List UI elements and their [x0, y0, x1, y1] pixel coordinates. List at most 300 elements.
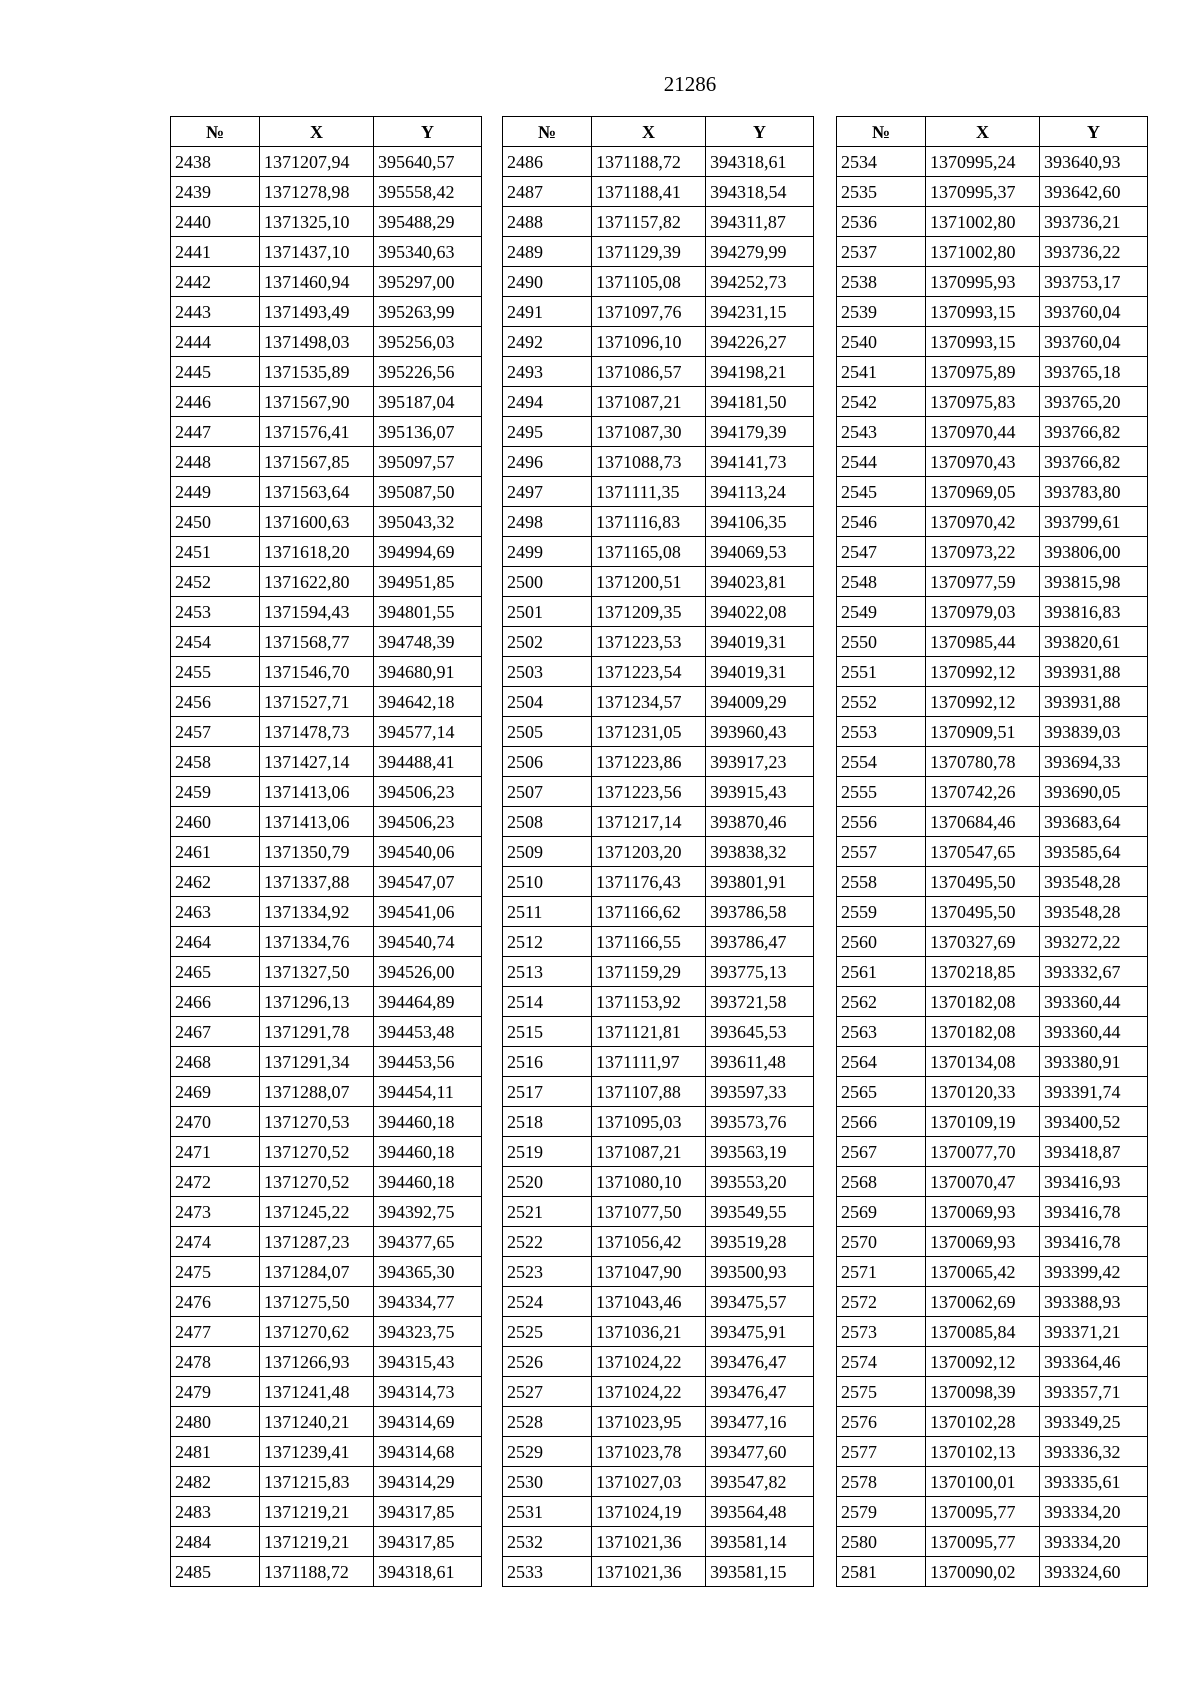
table-row — [837, 147, 1148, 177]
point-number-cell: 2544 — [837, 447, 926, 477]
y-coordinate-cell: 393645,53 — [706, 1017, 814, 1047]
x-coordinate-cell: 1370090,02 — [926, 1557, 1040, 1587]
table-row — [503, 657, 814, 687]
y-coordinate-cell: 394540,06 — [374, 837, 482, 867]
x-coordinate-cell: 1371334,76 — [260, 927, 374, 957]
point-number-cell: 2522 — [503, 1227, 592, 1257]
table-row — [171, 417, 482, 447]
table-row — [837, 477, 1148, 507]
table-row — [171, 1287, 482, 1317]
table-row — [503, 447, 814, 477]
table-row — [503, 867, 814, 897]
x-coordinate-cell: 1370970,43 — [926, 447, 1040, 477]
y-coordinate-cell: 395488,29 — [374, 207, 482, 237]
point-number-cell: 2491 — [503, 297, 592, 327]
point-number-cell: 2477 — [171, 1317, 260, 1347]
point-number-cell: 2574 — [837, 1347, 926, 1377]
table-row — [171, 1167, 482, 1197]
table-row — [171, 1137, 482, 1167]
table-row — [837, 597, 1148, 627]
table-row — [837, 1467, 1148, 1497]
point-number-cell: 2441 — [171, 237, 260, 267]
point-number-cell: 2560 — [837, 927, 926, 957]
table-row — [171, 927, 482, 957]
x-coordinate-cell: 1371021,36 — [592, 1557, 706, 1587]
x-coordinate-cell: 1371270,52 — [260, 1167, 374, 1197]
table-row — [171, 687, 482, 717]
y-coordinate-cell: 393816,83 — [1040, 597, 1148, 627]
point-number-cell: 2498 — [503, 507, 592, 537]
y-coordinate-cell: 393765,18 — [1040, 357, 1148, 387]
y-coordinate-cell: 393416,78 — [1040, 1197, 1148, 1227]
y-coordinate-cell: 394009,29 — [706, 687, 814, 717]
table-row — [171, 567, 482, 597]
table-row — [503, 1287, 814, 1317]
x-coordinate-cell: 1371087,30 — [592, 417, 706, 447]
x-coordinate-cell: 1371239,41 — [260, 1437, 374, 1467]
y-coordinate-cell: 393931,88 — [1040, 687, 1148, 717]
point-number-cell: 2488 — [503, 207, 592, 237]
x-coordinate-cell: 1371240,21 — [260, 1407, 374, 1437]
table-row — [171, 597, 482, 627]
table-row — [503, 987, 814, 1017]
point-number-cell: 2523 — [503, 1257, 592, 1287]
y-coordinate-cell: 394748,39 — [374, 627, 482, 657]
x-coordinate-cell: 1371275,50 — [260, 1287, 374, 1317]
point-number-cell: 2518 — [503, 1107, 592, 1137]
y-coordinate-cell: 394019,31 — [706, 627, 814, 657]
x-coordinate-cell: 1371219,21 — [260, 1527, 374, 1557]
point-number-cell: 2543 — [837, 417, 926, 447]
point-number-cell: 2513 — [503, 957, 592, 987]
x-coordinate-cell: 1370069,93 — [926, 1197, 1040, 1227]
y-coordinate-cell: 393334,20 — [1040, 1527, 1148, 1557]
point-number-cell: 2444 — [171, 327, 260, 357]
point-number-cell: 2568 — [837, 1167, 926, 1197]
y-coordinate-cell: 394506,23 — [374, 807, 482, 837]
y-coordinate-cell: 395558,42 — [374, 177, 482, 207]
point-number-cell: 2507 — [503, 777, 592, 807]
point-number-cell: 2469 — [171, 1077, 260, 1107]
y-coordinate-cell: 394453,48 — [374, 1017, 482, 1047]
x-coordinate-cell: 1371600,63 — [260, 507, 374, 537]
point-number-cell: 2542 — [837, 387, 926, 417]
y-coordinate-cell: 394540,74 — [374, 927, 482, 957]
table-row — [503, 717, 814, 747]
y-coordinate-cell: 393581,14 — [706, 1527, 814, 1557]
header-x: X — [926, 117, 1040, 147]
point-number-cell: 2540 — [837, 327, 926, 357]
table-row — [837, 657, 1148, 687]
y-coordinate-cell: 393564,48 — [706, 1497, 814, 1527]
y-coordinate-cell: 393585,64 — [1040, 837, 1148, 867]
x-coordinate-cell: 1371203,20 — [592, 837, 706, 867]
y-coordinate-cell: 394541,06 — [374, 897, 482, 927]
x-coordinate-cell: 1370120,33 — [926, 1077, 1040, 1107]
x-coordinate-cell: 1371291,78 — [260, 1017, 374, 1047]
x-coordinate-cell: 1371002,80 — [926, 237, 1040, 267]
y-coordinate-cell: 393806,00 — [1040, 537, 1148, 567]
point-number-cell: 2499 — [503, 537, 592, 567]
point-number-cell: 2514 — [503, 987, 592, 1017]
y-coordinate-cell: 394951,85 — [374, 567, 482, 597]
point-number-cell: 2482 — [171, 1467, 260, 1497]
table-row — [837, 567, 1148, 597]
y-coordinate-cell: 393721,58 — [706, 987, 814, 1017]
point-number-cell: 2447 — [171, 417, 260, 447]
table-row — [171, 1197, 482, 1227]
point-number-cell: 2442 — [171, 267, 260, 297]
x-coordinate-cell: 1371056,42 — [592, 1227, 706, 1257]
table-row — [171, 1017, 482, 1047]
x-coordinate-cell: 1370218,85 — [926, 957, 1040, 987]
y-coordinate-cell: 395187,04 — [374, 387, 482, 417]
x-coordinate-cell: 1371165,08 — [592, 537, 706, 567]
table-row — [503, 1467, 814, 1497]
x-coordinate-cell: 1371327,50 — [260, 957, 374, 987]
table-row — [837, 1347, 1148, 1377]
x-coordinate-cell: 1371086,57 — [592, 357, 706, 387]
table-row — [837, 447, 1148, 477]
x-coordinate-cell: 1371223,54 — [592, 657, 706, 687]
table-row — [503, 927, 814, 957]
x-coordinate-cell: 1371021,36 — [592, 1527, 706, 1557]
point-number-cell: 2467 — [171, 1017, 260, 1047]
table-row — [837, 777, 1148, 807]
y-coordinate-cell: 394106,35 — [706, 507, 814, 537]
point-number-cell: 2487 — [503, 177, 592, 207]
point-number-cell: 2572 — [837, 1287, 926, 1317]
point-number-cell: 2453 — [171, 597, 260, 627]
table-row — [837, 807, 1148, 837]
point-number-cell: 2489 — [503, 237, 592, 267]
table-row — [503, 327, 814, 357]
x-coordinate-cell: 1371291,34 — [260, 1047, 374, 1077]
table-header-row — [837, 117, 1148, 147]
point-number-cell: 2506 — [503, 747, 592, 777]
x-coordinate-cell: 1371231,05 — [592, 717, 706, 747]
x-coordinate-cell: 1370975,83 — [926, 387, 1040, 417]
table-row — [837, 1047, 1148, 1077]
point-number-cell: 2557 — [837, 837, 926, 867]
y-coordinate-cell: 395297,00 — [374, 267, 482, 297]
y-coordinate-cell: 393416,78 — [1040, 1227, 1148, 1257]
point-number-cell: 2527 — [503, 1377, 592, 1407]
y-coordinate-cell: 393324,60 — [1040, 1557, 1148, 1587]
x-coordinate-cell: 1371036,21 — [592, 1317, 706, 1347]
table-row — [171, 1047, 482, 1077]
table-row — [837, 1527, 1148, 1557]
y-coordinate-cell: 394318,61 — [706, 147, 814, 177]
point-number-cell: 2549 — [837, 597, 926, 627]
y-coordinate-cell: 393391,74 — [1040, 1077, 1148, 1107]
x-coordinate-cell: 1371325,10 — [260, 207, 374, 237]
y-coordinate-cell: 393357,71 — [1040, 1377, 1148, 1407]
y-coordinate-cell: 395087,50 — [374, 477, 482, 507]
table-row — [171, 147, 482, 177]
point-number-cell: 2517 — [503, 1077, 592, 1107]
point-number-cell: 2509 — [503, 837, 592, 867]
table-row — [837, 1437, 1148, 1467]
table-row — [171, 1077, 482, 1107]
table-row — [171, 237, 482, 267]
y-coordinate-cell: 393786,58 — [706, 897, 814, 927]
point-number-cell: 2533 — [503, 1557, 592, 1587]
table-row — [503, 1167, 814, 1197]
table-row — [837, 747, 1148, 777]
point-number-cell: 2571 — [837, 1257, 926, 1287]
table-row — [171, 1347, 482, 1377]
point-number-cell: 2528 — [503, 1407, 592, 1437]
table-row — [503, 147, 814, 177]
page-number: 21286 — [663, 72, 717, 96]
table-row — [837, 897, 1148, 927]
x-coordinate-cell: 1370095,77 — [926, 1497, 1040, 1527]
x-coordinate-cell: 1370065,42 — [926, 1257, 1040, 1287]
y-coordinate-cell: 393597,33 — [706, 1077, 814, 1107]
y-coordinate-cell: 394226,27 — [706, 327, 814, 357]
point-number-cell: 2438 — [171, 147, 260, 177]
y-coordinate-cell: 394334,77 — [374, 1287, 482, 1317]
table-row — [171, 1407, 482, 1437]
y-coordinate-cell: 393760,04 — [1040, 297, 1148, 327]
table-row — [503, 507, 814, 537]
point-number-cell: 2508 — [503, 807, 592, 837]
point-number-cell: 2565 — [837, 1077, 926, 1107]
point-number-cell: 2559 — [837, 897, 926, 927]
y-coordinate-cell: 393388,93 — [1040, 1287, 1148, 1317]
point-number-cell: 2479 — [171, 1377, 260, 1407]
table-row — [837, 387, 1148, 417]
table-row — [171, 447, 482, 477]
y-coordinate-cell: 393477,16 — [706, 1407, 814, 1437]
table-row — [837, 357, 1148, 387]
table-row — [503, 417, 814, 447]
y-coordinate-cell: 394365,30 — [374, 1257, 482, 1287]
table-row — [837, 1167, 1148, 1197]
y-coordinate-cell: 394460,18 — [374, 1137, 482, 1167]
table-row — [837, 507, 1148, 537]
y-coordinate-cell: 393500,93 — [706, 1257, 814, 1287]
x-coordinate-cell: 1371437,10 — [260, 237, 374, 267]
y-coordinate-cell: 394314,29 — [374, 1467, 482, 1497]
x-coordinate-cell: 1371334,92 — [260, 897, 374, 927]
point-number-cell: 2546 — [837, 507, 926, 537]
table-row — [837, 537, 1148, 567]
x-coordinate-cell: 1370062,69 — [926, 1287, 1040, 1317]
table-row — [503, 1077, 814, 1107]
coordinates-table-2 — [502, 116, 814, 1587]
y-coordinate-cell: 395263,99 — [374, 297, 482, 327]
y-coordinate-cell: 394023,81 — [706, 567, 814, 597]
table-row — [503, 687, 814, 717]
x-coordinate-cell: 1370973,22 — [926, 537, 1040, 567]
point-number-cell: 2439 — [171, 177, 260, 207]
point-number-cell: 2580 — [837, 1527, 926, 1557]
y-coordinate-cell: 393839,03 — [1040, 717, 1148, 747]
point-number-cell: 2547 — [837, 537, 926, 567]
point-number-cell: 2555 — [837, 777, 926, 807]
y-coordinate-cell: 393336,32 — [1040, 1437, 1148, 1467]
table-row — [171, 297, 482, 327]
y-coordinate-cell: 394377,65 — [374, 1227, 482, 1257]
x-coordinate-cell: 1371215,83 — [260, 1467, 374, 1497]
x-coordinate-cell: 1371546,70 — [260, 657, 374, 687]
y-coordinate-cell: 393553,20 — [706, 1167, 814, 1197]
point-number-cell: 2532 — [503, 1527, 592, 1557]
table-row — [171, 1527, 482, 1557]
x-coordinate-cell: 1370995,37 — [926, 177, 1040, 207]
point-number-cell: 2461 — [171, 837, 260, 867]
table-row — [503, 1017, 814, 1047]
table-row — [171, 507, 482, 537]
x-coordinate-cell: 1371077,50 — [592, 1197, 706, 1227]
point-number-cell: 2562 — [837, 987, 926, 1017]
table-row — [503, 747, 814, 777]
table-row — [837, 1497, 1148, 1527]
table-row — [837, 1407, 1148, 1437]
table-row — [171, 357, 482, 387]
header-x: X — [260, 117, 374, 147]
point-number-cell: 2497 — [503, 477, 592, 507]
x-coordinate-cell: 1371200,51 — [592, 567, 706, 597]
y-coordinate-cell: 395136,07 — [374, 417, 482, 447]
y-coordinate-cell: 394314,68 — [374, 1437, 482, 1467]
table-row — [503, 267, 814, 297]
point-number-cell: 2496 — [503, 447, 592, 477]
point-number-cell: 2476 — [171, 1287, 260, 1317]
table-row — [837, 1107, 1148, 1137]
table-row — [837, 1017, 1148, 1047]
y-coordinate-cell: 394460,18 — [374, 1167, 482, 1197]
x-coordinate-cell: 1371023,78 — [592, 1437, 706, 1467]
point-number-cell: 2570 — [837, 1227, 926, 1257]
y-coordinate-cell: 394547,07 — [374, 867, 482, 897]
x-coordinate-cell: 1371413,06 — [260, 807, 374, 837]
table-row — [837, 1287, 1148, 1317]
y-coordinate-cell: 393786,47 — [706, 927, 814, 957]
x-coordinate-cell: 1371217,14 — [592, 807, 706, 837]
y-coordinate-cell: 394022,08 — [706, 597, 814, 627]
y-coordinate-cell: 393736,21 — [1040, 207, 1148, 237]
y-coordinate-cell: 393476,47 — [706, 1347, 814, 1377]
table-row — [171, 1317, 482, 1347]
x-coordinate-cell: 1370109,19 — [926, 1107, 1040, 1137]
x-coordinate-cell: 1371207,94 — [260, 147, 374, 177]
y-coordinate-cell: 393549,55 — [706, 1197, 814, 1227]
table-row — [171, 897, 482, 927]
y-coordinate-cell: 394315,43 — [374, 1347, 482, 1377]
point-number-cell: 2539 — [837, 297, 926, 327]
point-number-cell: 2483 — [171, 1497, 260, 1527]
y-coordinate-cell: 394113,24 — [706, 477, 814, 507]
point-number-cell: 2503 — [503, 657, 592, 687]
x-coordinate-cell: 1370975,89 — [926, 357, 1040, 387]
y-coordinate-cell: 393611,48 — [706, 1047, 814, 1077]
y-coordinate-cell: 393640,93 — [1040, 147, 1148, 177]
x-coordinate-cell: 1370780,78 — [926, 747, 1040, 777]
point-number-cell: 2490 — [503, 267, 592, 297]
x-coordinate-cell: 1371493,49 — [260, 297, 374, 327]
table-row — [503, 207, 814, 237]
y-coordinate-cell: 394464,89 — [374, 987, 482, 1017]
y-coordinate-cell: 393476,47 — [706, 1377, 814, 1407]
x-coordinate-cell: 1370992,12 — [926, 657, 1040, 687]
y-coordinate-cell: 394181,50 — [706, 387, 814, 417]
x-coordinate-cell: 1371594,43 — [260, 597, 374, 627]
x-coordinate-cell: 1370134,08 — [926, 1047, 1040, 1077]
point-number-cell: 2457 — [171, 717, 260, 747]
x-coordinate-cell: 1371337,88 — [260, 867, 374, 897]
y-coordinate-cell: 393765,20 — [1040, 387, 1148, 417]
table-row — [171, 387, 482, 417]
point-number-cell: 2452 — [171, 567, 260, 597]
point-number-cell: 2478 — [171, 1347, 260, 1377]
point-number-cell: 2569 — [837, 1197, 926, 1227]
point-number-cell: 2472 — [171, 1167, 260, 1197]
y-coordinate-cell: 394323,75 — [374, 1317, 482, 1347]
x-coordinate-cell: 1370992,12 — [926, 687, 1040, 717]
point-number-cell: 2480 — [171, 1407, 260, 1437]
x-coordinate-cell: 1371188,72 — [592, 147, 706, 177]
y-coordinate-cell: 394453,56 — [374, 1047, 482, 1077]
x-coordinate-cell: 1371157,82 — [592, 207, 706, 237]
table-row — [503, 1437, 814, 1467]
y-coordinate-cell: 394279,99 — [706, 237, 814, 267]
x-coordinate-cell: 1371576,41 — [260, 417, 374, 447]
y-coordinate-cell: 394994,69 — [374, 537, 482, 567]
x-coordinate-cell: 1370085,84 — [926, 1317, 1040, 1347]
table-row — [503, 957, 814, 987]
point-number-cell: 2520 — [503, 1167, 592, 1197]
x-coordinate-cell: 1371024,22 — [592, 1347, 706, 1377]
y-coordinate-cell: 393820,61 — [1040, 627, 1148, 657]
point-number-cell: 2545 — [837, 477, 926, 507]
point-number-cell: 2530 — [503, 1467, 592, 1497]
table-row — [837, 327, 1148, 357]
y-coordinate-cell: 393915,43 — [706, 777, 814, 807]
y-coordinate-cell: 395043,32 — [374, 507, 482, 537]
y-coordinate-cell: 393573,76 — [706, 1107, 814, 1137]
table-row — [837, 1257, 1148, 1287]
point-number-cell: 2495 — [503, 417, 592, 447]
x-coordinate-cell: 1371043,46 — [592, 1287, 706, 1317]
point-number-cell: 2548 — [837, 567, 926, 597]
y-coordinate-cell: 394314,73 — [374, 1377, 482, 1407]
table-row — [503, 1317, 814, 1347]
x-coordinate-cell: 1370092,12 — [926, 1347, 1040, 1377]
x-coordinate-cell: 1370077,70 — [926, 1137, 1040, 1167]
header-y: Y — [706, 117, 814, 147]
x-coordinate-cell: 1371427,14 — [260, 747, 374, 777]
x-coordinate-cell: 1371498,03 — [260, 327, 374, 357]
point-number-cell: 2459 — [171, 777, 260, 807]
x-coordinate-cell: 1371166,62 — [592, 897, 706, 927]
point-number-cell: 2455 — [171, 657, 260, 687]
x-coordinate-cell: 1371245,22 — [260, 1197, 374, 1227]
y-coordinate-cell: 393642,60 — [1040, 177, 1148, 207]
x-coordinate-cell: 1371080,10 — [592, 1167, 706, 1197]
table-header-row — [503, 117, 814, 147]
table-row — [837, 1137, 1148, 1167]
point-number-cell: 2551 — [837, 657, 926, 687]
x-coordinate-cell: 1371024,22 — [592, 1377, 706, 1407]
x-coordinate-cell: 1371095,03 — [592, 1107, 706, 1137]
y-coordinate-cell: 394317,85 — [374, 1527, 482, 1557]
x-coordinate-cell: 1371460,94 — [260, 267, 374, 297]
y-coordinate-cell: 393399,42 — [1040, 1257, 1148, 1287]
y-coordinate-cell: 394198,21 — [706, 357, 814, 387]
